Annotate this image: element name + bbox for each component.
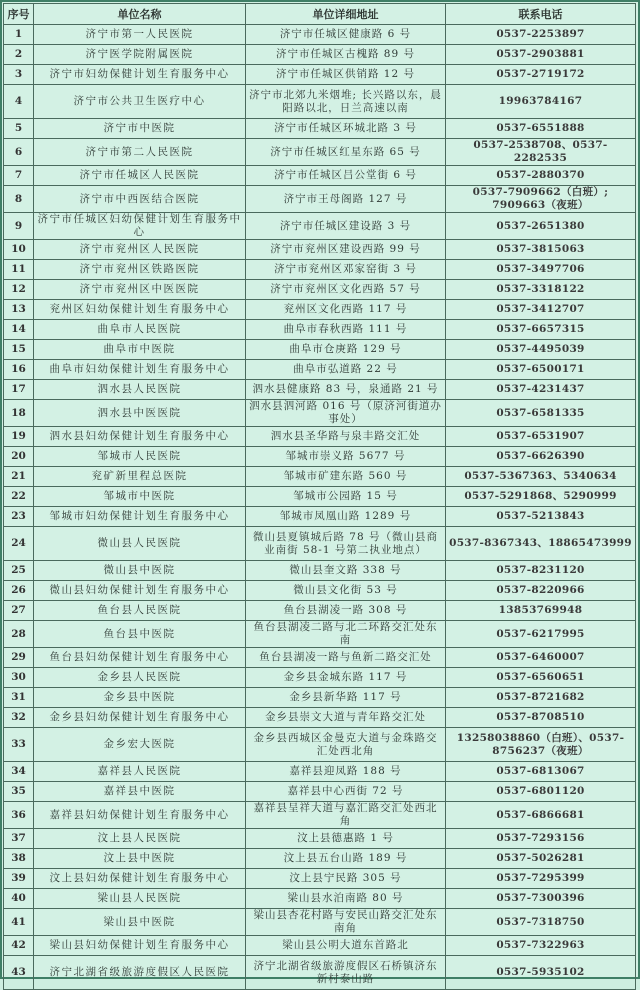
table-row	[4, 85, 636, 119]
row-serial-number: 34	[4, 762, 34, 782]
row-serial-number: 41	[4, 909, 34, 936]
table-row	[4, 561, 636, 581]
row-unit-name: 微山县妇幼保健计划生育服务中心	[34, 581, 246, 601]
row-unit-name: 济宁市第二人民医院	[34, 139, 246, 166]
row-unit-address: 梁山县水泊南路 80 号	[246, 889, 446, 909]
row-unit-address: 泗水县圣华路与泉丰路交汇处	[246, 427, 446, 447]
row-unit-name: 汶上县中医院	[34, 849, 246, 869]
table-row	[4, 447, 636, 467]
table-row	[4, 360, 636, 380]
row-unit-address: 济宁市兖州区邓家窑街 3 号	[246, 260, 446, 280]
row-contact-phone: 0537-3497706	[446, 260, 636, 280]
row-contact-phone: 0537-4231437	[446, 380, 636, 400]
row-serial-number: 23	[4, 507, 34, 527]
row-unit-address: 微山县夏镇城后路 78 号（微山县商业南街 58-1 号第二执业地点）	[246, 527, 446, 561]
row-contact-phone: 0537-2719172	[446, 65, 636, 85]
row-contact-phone: 0537-5213843	[446, 507, 636, 527]
row-unit-name: 济宁市任城区妇幼保健计划生育服务中心	[34, 213, 246, 240]
row-serial-number: 1	[4, 25, 34, 45]
row-serial-number: 37	[4, 829, 34, 849]
row-unit-address: 金乡县金城东路 117 号	[246, 668, 446, 688]
row-unit-name: 济宁市兖州区人民医院	[34, 240, 246, 260]
table-row	[4, 648, 636, 668]
row-serial-number: 13	[4, 300, 34, 320]
row-unit-address: 济宁市任城区吕公堂街 6 号	[246, 166, 446, 186]
table-row	[4, 400, 636, 427]
row-unit-name: 微山县中医院	[34, 561, 246, 581]
row-serial-number: 40	[4, 889, 34, 909]
row-contact-phone: 0537-6801120	[446, 782, 636, 802]
row-contact-phone: 0537-2903881	[446, 45, 636, 65]
row-unit-name: 济宁市任城区人民医院	[34, 166, 246, 186]
row-serial-number: 26	[4, 581, 34, 601]
row-unit-address: 微山县奎文路 338 号	[246, 561, 446, 581]
row-unit-name: 金乡县人民医院	[34, 668, 246, 688]
row-contact-phone: 0537-8721682	[446, 688, 636, 708]
row-unit-address: 汶上县五台山路 189 号	[246, 849, 446, 869]
row-serial-number: 15	[4, 340, 34, 360]
row-unit-name: 鱼台县人民医院	[34, 601, 246, 621]
row-contact-phone: 0537-7909662（白班）; 7909663（夜班）	[446, 186, 636, 213]
row-unit-name: 曲阜市人民医院	[34, 320, 246, 340]
row-unit-address: 嘉祥县呈祥大道与嘉汇路交汇处西北角	[246, 802, 446, 829]
row-unit-name: 鱼台县妇幼保健计划生育服务中心	[34, 648, 246, 668]
table-row	[4, 45, 636, 65]
table-row	[4, 936, 636, 956]
row-serial-number: 30	[4, 668, 34, 688]
row-contact-phone: 0537-2253897	[446, 25, 636, 45]
row-unit-name: 汶上县妇幼保健计划生育服务中心	[34, 869, 246, 889]
row-unit-address: 济宁市任城区供销路 12 号	[246, 65, 446, 85]
row-serial-number: 7	[4, 166, 34, 186]
row-serial-number: 2	[4, 45, 34, 65]
row-serial-number: 8	[4, 186, 34, 213]
table-row	[4, 527, 636, 561]
row-unit-address: 曲阜市弘道路 22 号	[246, 360, 446, 380]
row-serial-number: 32	[4, 708, 34, 728]
row-unit-name: 济宁市兖州区中医医院	[34, 280, 246, 300]
row-unit-address: 济宁市北郊九米烟堆; 长兴路以东，晨阳路以北，日兰高速以南	[246, 85, 446, 119]
row-unit-name: 兖州区妇幼保健计划生育服务中心	[34, 300, 246, 320]
row-serial-number: 3	[4, 65, 34, 85]
row-unit-address: 金乡县崇文大道与青年路交汇处	[246, 708, 446, 728]
table-row	[4, 581, 636, 601]
row-contact-phone: 0537-6866681	[446, 802, 636, 829]
table-row	[4, 240, 636, 260]
row-contact-phone: 0537-7322963	[446, 936, 636, 956]
row-unit-name: 邹城市妇幼保健计划生育服务中心	[34, 507, 246, 527]
table-row	[4, 380, 636, 400]
table-row	[4, 467, 636, 487]
table-row	[4, 601, 636, 621]
row-serial-number: 33	[4, 728, 34, 762]
row-unit-address: 兖州区文化西路 117 号	[246, 300, 446, 320]
row-serial-number: 6	[4, 139, 34, 166]
table-row	[4, 300, 636, 320]
row-unit-name: 兖矿新里程总医院	[34, 467, 246, 487]
row-unit-name: 济宁市中医院	[34, 119, 246, 139]
row-unit-address: 梁山县杏花村路与安民山路交汇处东南角	[246, 909, 446, 936]
row-unit-address: 济宁市任城区环城北路 3 号	[246, 119, 446, 139]
row-unit-name: 嘉祥县中医院	[34, 782, 246, 802]
table-row	[4, 186, 636, 213]
row-unit-name: 汶上县人民医院	[34, 829, 246, 849]
row-unit-address: 济宁市任城区健康路 6 号	[246, 25, 446, 45]
table-row	[4, 621, 636, 648]
row-serial-number: 25	[4, 561, 34, 581]
row-contact-phone: 0537-8231120	[446, 561, 636, 581]
row-serial-number: 42	[4, 936, 34, 956]
row-contact-phone: 0537-6531907	[446, 427, 636, 447]
hospital-contact-table	[3, 3, 636, 990]
row-unit-name: 济宁北湖省级旅游度假区人民医院	[34, 956, 246, 990]
row-unit-name: 邹城市中医院	[34, 487, 246, 507]
row-contact-phone: 0537-6217995	[446, 621, 636, 648]
row-unit-address: 泗水县泗河路 016 号（原济河街道办事处）	[246, 400, 446, 427]
row-unit-address: 济宁市任城区古槐路 89 号	[246, 45, 446, 65]
row-unit-name: 金乡宏大医院	[34, 728, 246, 762]
row-unit-address: 鱼台县湖凌一路 308 号	[246, 601, 446, 621]
row-serial-number: 5	[4, 119, 34, 139]
row-unit-address: 汶上县宁民路 305 号	[246, 869, 446, 889]
row-unit-address: 鱼台县湖凌一路与鱼新二路交汇处	[246, 648, 446, 668]
row-contact-phone: 0537-8220966	[446, 581, 636, 601]
row-contact-phone: 0537-5935102	[446, 956, 636, 990]
row-serial-number: 27	[4, 601, 34, 621]
row-serial-number: 10	[4, 240, 34, 260]
row-unit-address: 济宁北湖省级旅游度假区石桥镇济东新村泰山路	[246, 956, 446, 990]
row-unit-name: 邹城市人民医院	[34, 447, 246, 467]
row-serial-number: 9	[4, 213, 34, 240]
row-unit-address: 嘉祥县迎凤路 188 号	[246, 762, 446, 782]
row-unit-name: 泗水县人民医院	[34, 380, 246, 400]
row-serial-number: 31	[4, 688, 34, 708]
table-row	[4, 340, 636, 360]
row-contact-phone: 0537-2880370	[446, 166, 636, 186]
row-unit-name: 济宁市第一人民医院	[34, 25, 246, 45]
row-unit-name: 金乡县中医院	[34, 688, 246, 708]
header-unit-name: 单位名称	[34, 4, 246, 25]
row-contact-phone: 0537-5367363、5340634	[446, 467, 636, 487]
row-unit-name: 济宁市公共卫生医疗中心	[34, 85, 246, 119]
table-row	[4, 487, 636, 507]
row-unit-name: 泗水县妇幼保健计划生育服务中心	[34, 427, 246, 447]
table-row	[4, 260, 636, 280]
header-unit-address: 单位详细地址	[246, 4, 446, 25]
row-contact-phone: 0537-6460007	[446, 648, 636, 668]
row-contact-phone: 0537-2651380	[446, 213, 636, 240]
row-unit-address: 曲阜市春秋西路 111 号	[246, 320, 446, 340]
row-unit-name: 金乡县妇幼保健计划生育服务中心	[34, 708, 246, 728]
row-serial-number: 28	[4, 621, 34, 648]
row-serial-number: 22	[4, 487, 34, 507]
row-unit-address: 嘉祥县中心西街 72 号	[246, 782, 446, 802]
row-serial-number: 29	[4, 648, 34, 668]
row-unit-name: 济宁市兖州区铁路医院	[34, 260, 246, 280]
table-row	[4, 849, 636, 869]
row-unit-address: 济宁市王母阁路 127 号	[246, 186, 446, 213]
row-contact-phone: 0537-5026281	[446, 849, 636, 869]
row-contact-phone: 0537-6581335	[446, 400, 636, 427]
row-unit-address: 邹城市凤凰山路 1289 号	[246, 507, 446, 527]
row-unit-address: 微山县文化街 53 号	[246, 581, 446, 601]
table-row	[4, 139, 636, 166]
row-contact-phone: 13853769948	[446, 601, 636, 621]
row-contact-phone: 0537-3412707	[446, 300, 636, 320]
row-serial-number: 12	[4, 280, 34, 300]
table-row	[4, 668, 636, 688]
row-unit-address: 鱼台县湖凌二路与北二环路交汇处东南	[246, 621, 446, 648]
row-contact-phone: 0537-3815063	[446, 240, 636, 260]
table-row	[4, 889, 636, 909]
table-row	[4, 119, 636, 139]
row-unit-address: 济宁市任城区红星东路 65 号	[246, 139, 446, 166]
row-serial-number: 24	[4, 527, 34, 561]
row-unit-name: 济宁市妇幼保健计划生育服务中心	[34, 65, 246, 85]
row-serial-number: 20	[4, 447, 34, 467]
row-unit-address: 邹城市崇义路 5677 号	[246, 447, 446, 467]
row-unit-name: 鱼台县中医院	[34, 621, 246, 648]
row-unit-address: 曲阜市仓庚路 129 号	[246, 340, 446, 360]
table-row	[4, 427, 636, 447]
table-header-row	[4, 4, 636, 25]
row-contact-phone: 19963784167	[446, 85, 636, 119]
table-row	[4, 802, 636, 829]
row-contact-phone: 0537-7295399	[446, 869, 636, 889]
row-serial-number: 16	[4, 360, 34, 380]
row-serial-number: 14	[4, 320, 34, 340]
table-row	[4, 829, 636, 849]
row-unit-address: 泗水县健康路 83 号，泉通路 21 号	[246, 380, 446, 400]
row-unit-name: 泗水县中医医院	[34, 400, 246, 427]
table-row	[4, 688, 636, 708]
row-contact-phone: 0537-6657315	[446, 320, 636, 340]
row-contact-phone: 0537-3318122	[446, 280, 636, 300]
table-row	[4, 280, 636, 300]
row-unit-address: 邹城市公园路 15 号	[246, 487, 446, 507]
table-row	[4, 762, 636, 782]
table-row	[4, 166, 636, 186]
row-serial-number: 35	[4, 782, 34, 802]
table-row	[4, 956, 636, 990]
row-unit-name: 梁山县妇幼保健计划生育服务中心	[34, 936, 246, 956]
row-unit-name: 嘉祥县人民医院	[34, 762, 246, 782]
row-contact-phone: 0537-6560651	[446, 668, 636, 688]
row-unit-name: 济宁市中西医结合医院	[34, 186, 246, 213]
row-serial-number: 38	[4, 849, 34, 869]
table-row	[4, 909, 636, 936]
row-contact-phone: 0537-6813067	[446, 762, 636, 782]
row-serial-number: 4	[4, 85, 34, 119]
row-unit-address: 汶上县德惠路 1 号	[246, 829, 446, 849]
row-contact-phone: 0537-5291868、5290999	[446, 487, 636, 507]
row-serial-number: 43	[4, 956, 34, 990]
table-row	[4, 728, 636, 762]
row-unit-address: 济宁市兖州区文化西路 57 号	[246, 280, 446, 300]
row-serial-number: 18	[4, 400, 34, 427]
row-contact-phone: 0537-4495039	[446, 340, 636, 360]
row-unit-address: 金乡县西城区金曼克大道与金珠路交汇处西北角	[246, 728, 446, 762]
row-contact-phone: 0537-6551888	[446, 119, 636, 139]
table-row	[4, 869, 636, 889]
table-row	[4, 320, 636, 340]
row-unit-name: 曲阜市中医院	[34, 340, 246, 360]
row-unit-address: 梁山县公明大道东首路北	[246, 936, 446, 956]
row-serial-number: 21	[4, 467, 34, 487]
row-contact-phone: 0537-8708510	[446, 708, 636, 728]
table-row	[4, 507, 636, 527]
table-row	[4, 65, 636, 85]
row-unit-name: 微山县人民医院	[34, 527, 246, 561]
row-unit-name: 嘉祥县妇幼保健计划生育服务中心	[34, 802, 246, 829]
row-serial-number: 39	[4, 869, 34, 889]
row-unit-address: 济宁市兖州区建设西路 99 号	[246, 240, 446, 260]
header-contact-phone: 联系电话	[446, 4, 636, 25]
row-unit-name: 梁山县人民医院	[34, 889, 246, 909]
row-unit-address: 金乡县新华路 117 号	[246, 688, 446, 708]
header-serial-number: 序号	[4, 4, 34, 25]
row-unit-address: 济宁市任城区建设路 3 号	[246, 213, 446, 240]
row-serial-number: 19	[4, 427, 34, 447]
row-contact-phone: 13258038860（白班）、0537-8756237（夜班）	[446, 728, 636, 762]
row-unit-name: 曲阜市妇幼保健计划生育服务中心	[34, 360, 246, 380]
table-row	[4, 25, 636, 45]
row-contact-phone: 0537-7300396	[446, 889, 636, 909]
row-contact-phone: 0537-7293156	[446, 829, 636, 849]
row-unit-address: 邹城市矿建东路 560 号	[246, 467, 446, 487]
table-row	[4, 213, 636, 240]
table-row	[4, 782, 636, 802]
row-unit-name: 梁山县中医院	[34, 909, 246, 936]
row-contact-phone: 0537-8367343、18865473999	[446, 527, 636, 561]
row-serial-number: 17	[4, 380, 34, 400]
row-unit-name: 济宁医学院附属医院	[34, 45, 246, 65]
table-row	[4, 708, 636, 728]
row-contact-phone: 0537-6500171	[446, 360, 636, 380]
row-serial-number: 11	[4, 260, 34, 280]
row-contact-phone: 0537-6626390	[446, 447, 636, 467]
row-serial-number: 36	[4, 802, 34, 829]
row-contact-phone: 0537-7318750	[446, 909, 636, 936]
row-contact-phone: 0537-2538708、0537-2282535	[446, 139, 636, 166]
